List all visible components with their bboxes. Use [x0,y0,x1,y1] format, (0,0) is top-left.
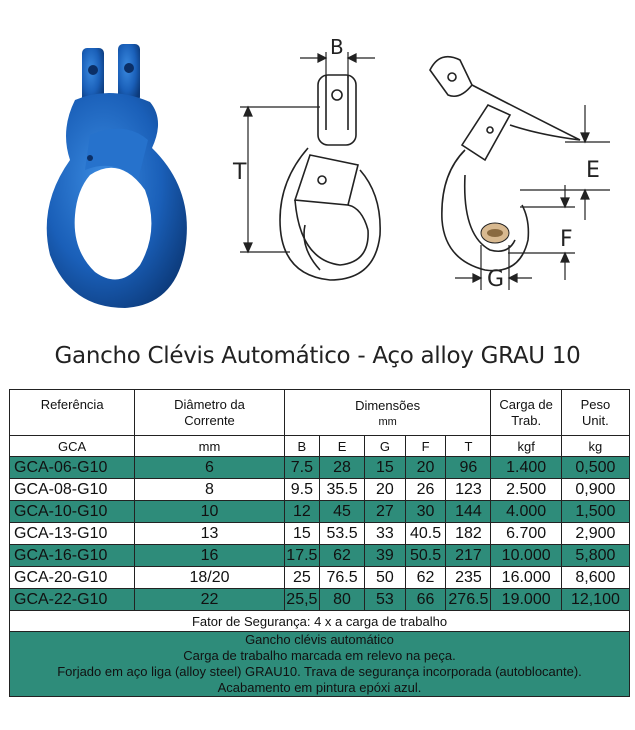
cell-carga: 1.400 [491,457,561,479]
cell-ref: GCA-20-G10 [10,567,135,589]
table-row [10,457,630,479]
cell-b: 25,5 [284,589,319,611]
cell-peso: 0,900 [561,479,629,501]
cell-b: 17.5 [284,545,319,567]
label-B: B [330,35,344,59]
cell-ref: GCA-10-G10 [10,501,135,523]
cell-e: 76.5 [320,567,365,589]
note-line: Gancho clévis automático [245,632,394,647]
cell-ref: GCA-22-G10 [10,589,135,611]
cell-f: 40.5 [405,523,446,545]
header-ref: Referência [10,390,135,436]
header-peso: Peso Unit. [561,390,629,436]
cell-peso: 2,900 [561,523,629,545]
cell-carga: 16.000 [491,567,561,589]
notes-cell [10,632,630,697]
subheader-diam: mm [135,436,284,457]
subheader-carga: kgf [491,436,561,457]
safety-factor-note: Fator de Segurança: 4 x a carga de trabalho [10,611,630,632]
cell-e: 35.5 [320,479,365,501]
hook-photo [30,40,205,320]
header-dims-unit: mm [378,415,397,428]
cell-ref: GCA-13-G10 [10,523,135,545]
cell-g: 20 [365,479,406,501]
cell-ref: GCA-08-G10 [10,479,135,501]
label-E: E [586,158,600,183]
table-row [10,545,630,567]
cell-b: 25 [284,567,319,589]
spec-table [9,389,630,697]
cell-t: 182 [446,523,491,545]
cell-peso: 1,500 [561,501,629,523]
cell-peso: 0,500 [561,457,629,479]
cell-t: 217 [446,545,491,567]
table-row [10,479,630,501]
cell-f: 66 [405,589,446,611]
cell-g: 53 [365,589,406,611]
subheader-ref: GCA [10,436,135,457]
cell-e: 45 [320,501,365,523]
cell-f: 20 [405,457,446,479]
cell-diam: 16 [135,545,284,567]
cell-f: 30 [405,501,446,523]
label-G: G [487,267,505,292]
page-title: Gancho Clévis Automático - Aço alloy GRAU 10 [54,343,581,369]
cell-b: 12 [284,501,319,523]
table-row [10,523,630,545]
note-line: Forjado em aço liga (alloy steel) GRAU10. Trava de segurança incorporada (autoblocante). [57,664,582,679]
cell-f: 26 [405,479,446,501]
cell-t: 276.5 [446,589,491,611]
label-T: T [233,160,247,185]
header-dims-label: Dimensões [355,397,421,413]
cell-e: 28 [320,457,365,479]
cell-g: 15 [365,457,406,479]
note-line: Carga de trabalho marcada em relevo na peça. [183,648,456,663]
subheader-G: G [365,436,406,457]
cell-t: 123 [446,479,491,501]
cell-e: 80 [320,589,365,611]
subheader-E: E [320,436,365,457]
cell-carga: 6.700 [491,523,561,545]
header-dims [284,390,491,436]
cell-diam: 22 [135,589,284,611]
cell-b: 7.5 [284,457,319,479]
header-diam: Diâmetro da Corrente [135,390,284,436]
cell-peso: 5,800 [561,545,629,567]
cell-e: 62 [320,545,365,567]
cell-peso: 8,600 [561,567,629,589]
cell-carga: 4.000 [491,501,561,523]
cell-diam: 13 [135,523,284,545]
table-row [10,589,630,611]
note-line: Acabamento em pintura epóxi azul. [217,680,422,695]
cell-diam: 18/20 [135,567,284,589]
cell-t: 235 [446,567,491,589]
subheader-F: F [405,436,446,457]
table-row [10,501,630,523]
cell-t: 144 [446,501,491,523]
cell-b: 9.5 [284,479,319,501]
subheader-B: B [284,436,319,457]
hook-side-diagram [410,45,610,295]
cell-diam: 8 [135,479,284,501]
cell-f: 50.5 [405,545,446,567]
table-row [10,567,630,589]
cell-f: 62 [405,567,446,589]
cell-ref: GCA-06-G10 [10,457,135,479]
cell-peso: 12,100 [561,589,629,611]
subheader-peso: kg [561,436,629,457]
cell-carga: 19.000 [491,589,561,611]
cell-g: 39 [365,545,406,567]
cell-e: 53.5 [320,523,365,545]
header-carga: Carga de Trab. [491,390,561,436]
cell-diam: 6 [135,457,284,479]
cell-g: 50 [365,567,406,589]
cell-diam: 10 [135,501,284,523]
cell-g: 33 [365,523,406,545]
cell-carga: 10.000 [491,545,561,567]
cell-carga: 2.500 [491,479,561,501]
cell-b: 15 [284,523,319,545]
cell-t: 96 [446,457,491,479]
hook-front-diagram [230,30,390,300]
cell-ref: GCA-16-G10 [10,545,135,567]
subheader-T: T [446,436,491,457]
label-F: F [560,227,573,252]
cell-g: 27 [365,501,406,523]
